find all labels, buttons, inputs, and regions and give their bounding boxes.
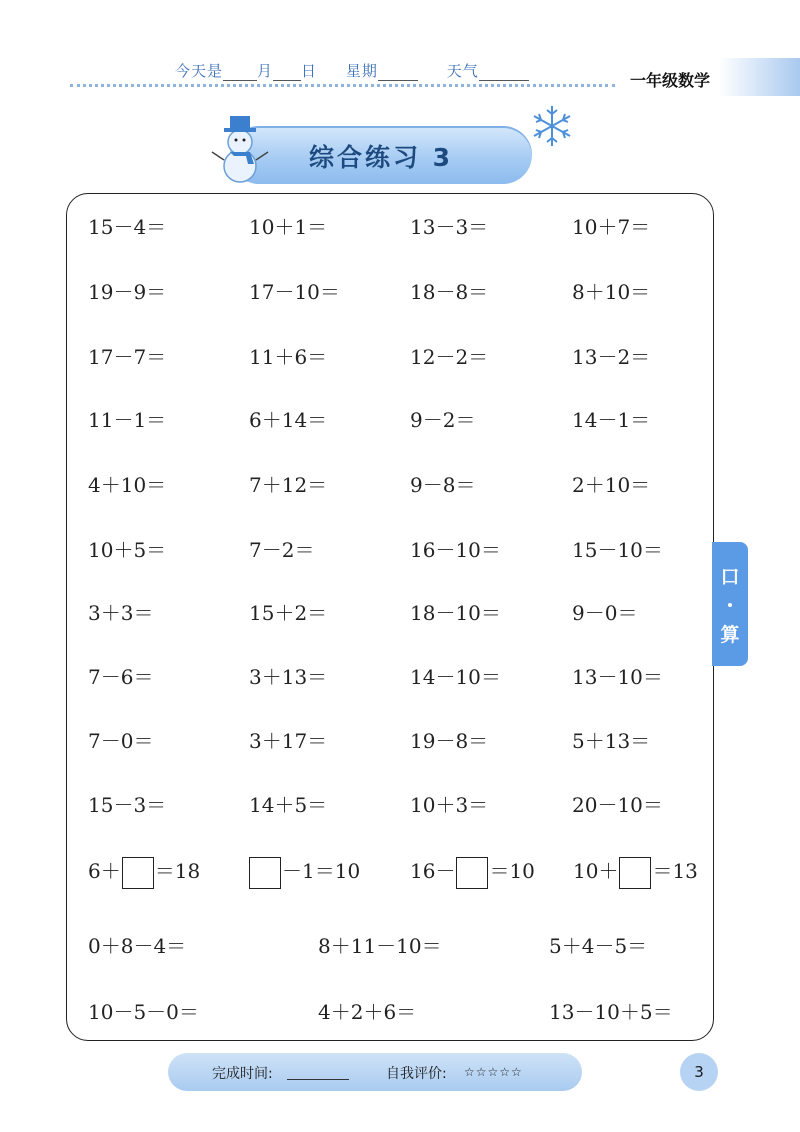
blank-problem [410, 855, 535, 889]
problem: 15－4＝ [88, 215, 167, 239]
day-blank[interactable] [273, 66, 301, 81]
problem: 5＋13＝ [572, 729, 651, 753]
side-tab-char: 算 [720, 624, 740, 646]
problem: 17－7＝ [88, 345, 167, 369]
blank-problem [573, 855, 698, 889]
answer-box[interactable] [456, 857, 488, 889]
problem: 7－6＝ [88, 665, 154, 689]
blank-after: ＝18 [154, 859, 201, 883]
problem: 11－1＝ [88, 408, 167, 432]
problem: 14－10＝ [410, 665, 501, 689]
problem: 4＋2＋6＝ [318, 1000, 417, 1024]
problem: 2＋10＝ [572, 473, 651, 497]
problem: 3＋3＝ [88, 601, 154, 625]
blank-before: 16－ [410, 859, 456, 883]
section-side-tab [712, 542, 748, 666]
dotted-divider [70, 84, 615, 87]
title-banner [230, 126, 532, 184]
problem: 4＋10＝ [88, 473, 167, 497]
problem: 13－3＝ [410, 215, 489, 239]
problem: 12－2＝ [410, 345, 489, 369]
answer-box[interactable] [619, 857, 651, 889]
problem: 10＋1＝ [249, 215, 328, 239]
problem: 18－10＝ [410, 601, 501, 625]
problem: 7＋12＝ [249, 473, 328, 497]
self-eval-label: 自我评价: [386, 1066, 447, 1082]
blank-after: ＝13 [652, 859, 698, 883]
date-weather-line [175, 60, 529, 81]
blank-before: 6＋ [88, 859, 121, 883]
side-tab-dot [728, 603, 732, 607]
problem: 15＋2＝ [249, 601, 328, 625]
problem: 10－5－0＝ [88, 1000, 199, 1024]
snowflake-icon [530, 104, 574, 148]
month-label: 月 [257, 62, 274, 80]
blank-problem [248, 855, 360, 889]
page-title: 综合练习 3 [308, 143, 454, 172]
grade-label: 一年级数学 [630, 71, 711, 90]
problem: 10＋7＝ [572, 215, 651, 239]
problem: 7－0＝ [88, 729, 154, 753]
problem: 14－1＝ [572, 408, 651, 432]
today-label: 今天是 [175, 62, 224, 80]
weather-label: 天气 [446, 62, 479, 80]
problem: 8＋11－10＝ [318, 934, 442, 958]
problem: 18－8＝ [410, 280, 489, 304]
problem: 3＋13＝ [249, 665, 328, 689]
blank-problem [88, 855, 200, 889]
problem: 3＋17＝ [249, 729, 328, 753]
problem: 19－9＝ [88, 280, 167, 304]
problem: 19－8＝ [410, 729, 489, 753]
weather-blank[interactable] [479, 66, 529, 81]
side-tab-char: 口 [720, 566, 740, 588]
problem: 13－2＝ [572, 345, 651, 369]
problem: 9－0＝ [572, 601, 638, 625]
problem: 9－8＝ [410, 473, 476, 497]
page-number: 3 [680, 1053, 718, 1091]
problem: 11＋6＝ [249, 345, 328, 369]
problem: 16－10＝ [410, 538, 501, 562]
rating-stars[interactable]: ☆☆☆☆☆ [464, 1065, 523, 1079]
problem: 7－2＝ [249, 538, 315, 562]
problem: 8＋10＝ [572, 280, 651, 304]
footer-bar [168, 1053, 582, 1091]
problem: 15－3＝ [88, 793, 167, 817]
problem: 20－10＝ [572, 793, 663, 817]
problem: 17－10＝ [249, 280, 340, 304]
problem: 5＋4－5＝ [549, 934, 648, 958]
problem: 14＋5＝ [249, 793, 328, 817]
problem: 10＋5＝ [88, 538, 167, 562]
answer-box[interactable] [122, 857, 154, 889]
problem: 6＋14＝ [249, 408, 328, 432]
problem: 9－2＝ [410, 408, 476, 432]
problem: 13－10＝ [572, 665, 663, 689]
problem: 15－10＝ [572, 538, 663, 562]
blank-after: ＝10 [489, 859, 535, 883]
blank-before: 10＋ [573, 859, 619, 883]
weekday-label: 星期 [345, 62, 378, 80]
problem: 10＋3＝ [410, 793, 489, 817]
snowman-icon [210, 112, 270, 184]
completion-time-blank[interactable] [287, 1079, 349, 1080]
problem: 13－10＋5＝ [549, 1000, 673, 1024]
weekday-blank[interactable] [378, 66, 418, 81]
month-blank[interactable] [223, 66, 257, 81]
answer-box[interactable] [249, 857, 281, 889]
completion-time-label: 完成时间: [212, 1066, 273, 1082]
day-label: 日 [301, 62, 318, 80]
blank-after: －1＝10 [282, 859, 361, 883]
problem: 0＋8－4＝ [88, 934, 187, 958]
